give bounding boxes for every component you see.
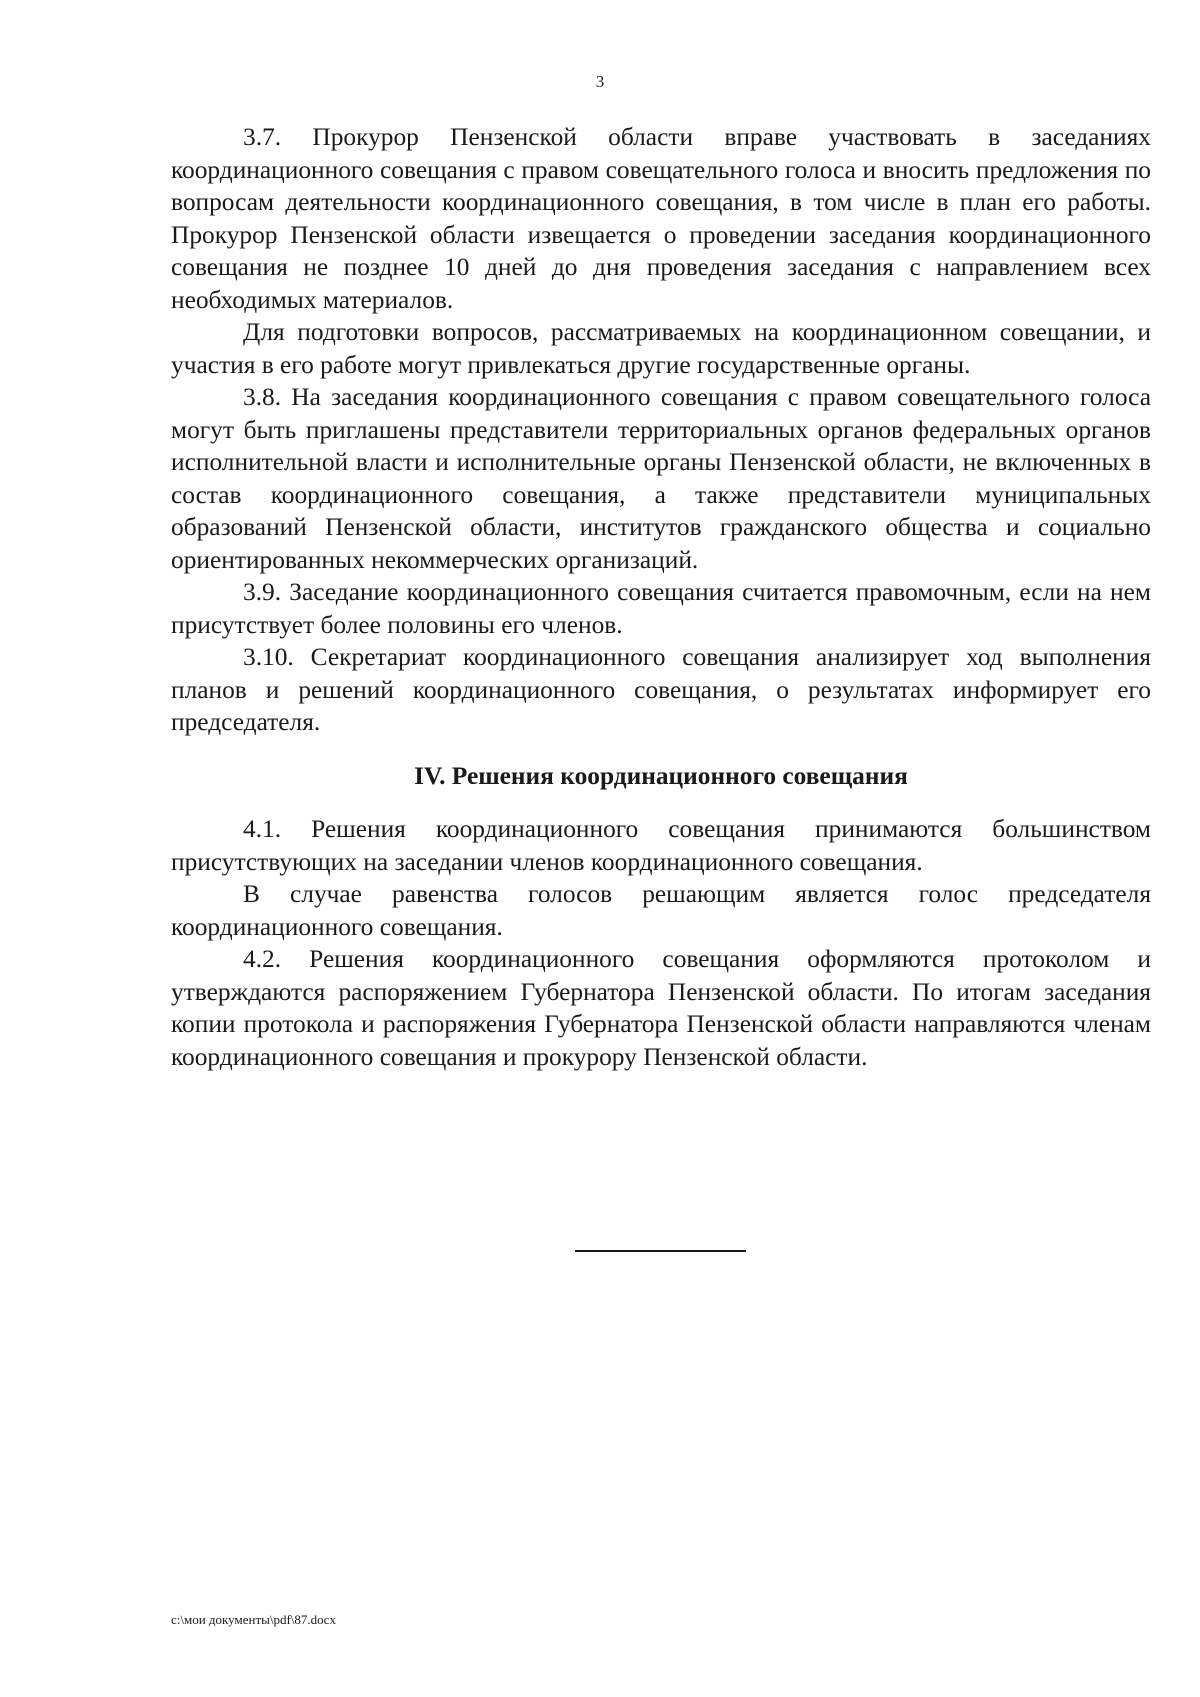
end-divider [575, 1250, 746, 1252]
paragraph-3-7-cont: Для подготовки вопросов, рассматриваемых на координационном совещании, и участия в его работе могут привлекаться другие государственные органы. [171, 318, 1151, 379]
paragraph-3-10: 3.10. Секретариат координационного совещания анализирует ход выполнения планов и решений координационного совещания, о результатах информирует его председателя. [171, 643, 1151, 736]
section-heading: IV. Решения координационного совещания [414, 761, 908, 790]
paragraph-4-1-cont: В случае равенства голосов решающим является голос председателя координационного совещания. [171, 880, 1151, 941]
footer-file-path: c:\мои документы\pdf\87.docx [171, 1612, 336, 1627]
paragraph-4-1: 4.1. Решения координационного совещания принимаются большинством присутствующих на заседании членов координационного совещания. [171, 815, 1151, 876]
paragraph-4-2: 4.2. Решения координационного совещания оформляются протоколом и утверждаются распоряжением Губернатора Пензенской области. По итогам заседания копии протокола и распоряжения Губернатора Пензенской области направляются членам координационного совещания и прокурору Пензенской области. [171, 945, 1151, 1071]
paragraph-3-9: 3.9. Заседание координационного совещания считается правомочным, если на нем присутствует более половины его членов. [171, 578, 1151, 639]
paragraph-3-7: 3.7. Прокурор Пензенской области вправе участвовать в заседаниях координационного совещания с правом совещательного голоса и вносить предложения по вопросам деятельности координационного совещания, в том числе в план его работы. Прокурор Пензенской области извещается о проведении заседания координационного совещания не позднее 10 дней до дня проведения заседания с направлением всех необходимых материалов. [171, 123, 1151, 314]
page-number: 3 [595, 72, 605, 91]
paragraph-3-8: 3.8. На заседания координационного совещания с правом совещательного голоса могут быть приглашены представители территориальных органов федеральных органов исполнительной власти и исполнительные органы Пензенской области, не включенных в состав координационного совещания, а также представители муниципальных образований Пензенской области, институтов гражданского общества и социально ориентированных некоммерческих организаций. [171, 383, 1151, 574]
document-body [171, 121, 1151, 1073]
